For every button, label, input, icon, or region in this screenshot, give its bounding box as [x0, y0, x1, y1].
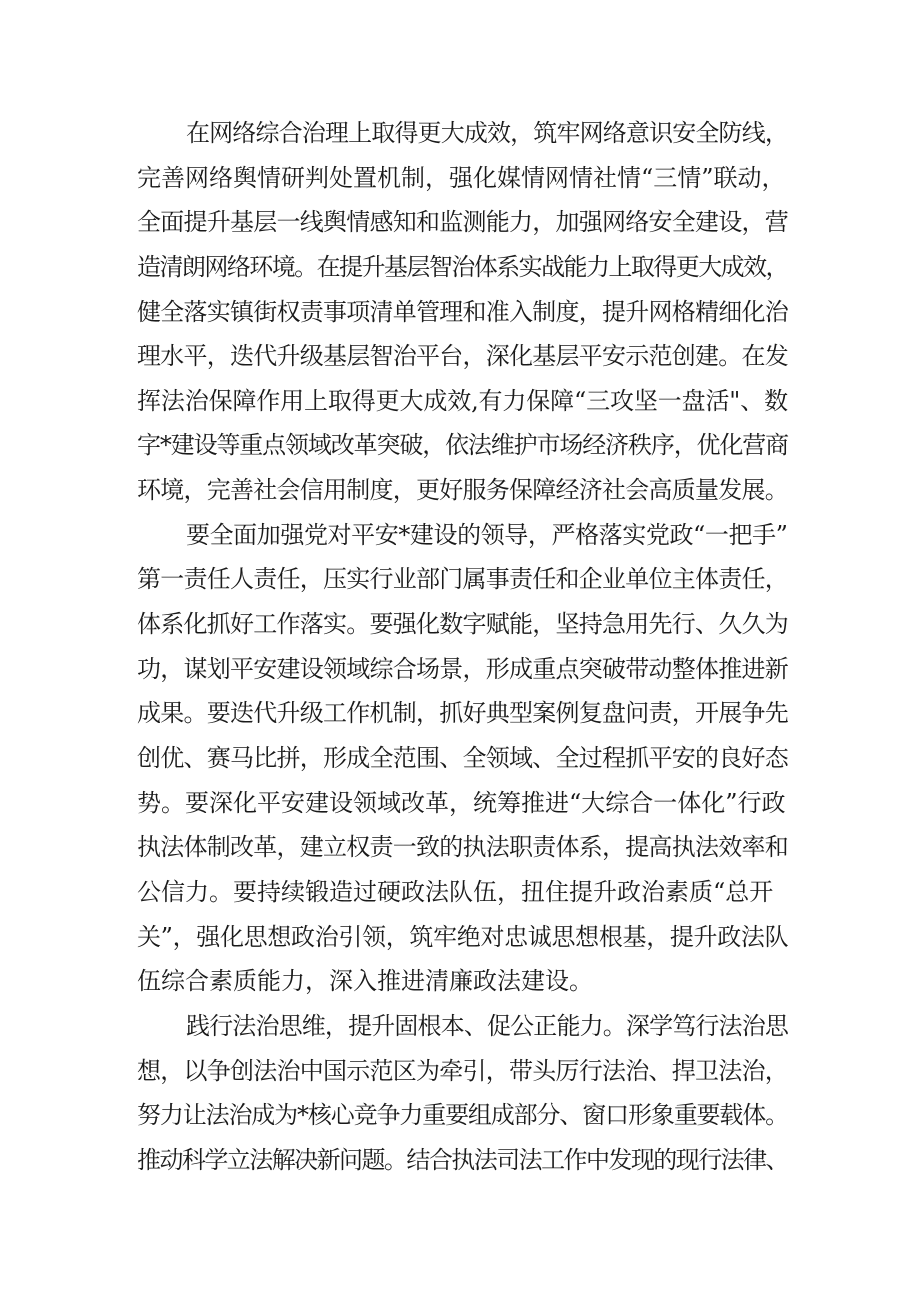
text-line: 关”，强化思想政治引领，筑牢绝对忠诚思想根基，提升政法队	[137, 923, 789, 951]
text-line: 要全面加强党对平安*建设的领导，严格落实党政“一把手”	[186, 521, 788, 549]
text-line: 践行法治思维，提升固根本、促公正能力。深学笃行法治思	[186, 1012, 788, 1040]
text-line: 挥法治保障作用上取得更大成效,有力保障“三攻坚一盘活"、数	[137, 387, 788, 415]
text-line: 全面提升基层一线舆情感知和监测能力，加强网络安全建设，营	[137, 208, 788, 236]
text-line: 字*建设等重点领域改革突破，依法维护市场经济秩序，优化营商	[137, 431, 788, 459]
text-line: 创优、赛马比拼，形成全范围、全领域、全过程抓平安的良好态	[137, 744, 788, 772]
text-line: 理水平，迭代升级基层智治平台，深化基层平安示范创建。在发	[137, 342, 788, 370]
text-line: 健全落实镇街权责事项清单管理和准入制度，提升网格精细化治	[137, 298, 788, 326]
text-line: 势。要深化平安建设领域改革，统筹推进“大综合一体化”行政	[137, 789, 786, 817]
text-line: 执法体制改革，建立权责一致的执法职责体系，提高执法效率和	[137, 833, 788, 861]
text-line: 推动科学立法解决新问题。结合执法司法工作中发现的现行法律、	[137, 1146, 788, 1174]
text-line: 公信力。要持续锻造过硬政法队伍，扭住提升政治素质“总开	[137, 878, 774, 906]
text-line: 努力让法治成为*核心竞争力重要组成部分、窗口形象重要载体。	[137, 1101, 788, 1129]
text-line: 环境，完善社会信用制度，更好服务保障经济社会高质量发展。	[137, 476, 788, 504]
text-line: 第一责任人责任，压实行业部门属事责任和企业单位主体责任，	[137, 565, 788, 593]
text-line: 体系化抓好工作落实。要强化数字赋能，坚持急用先行、久久为	[137, 610, 788, 638]
text-line: 想，以争创法治中国示范区为牵引，带头厉行法治、捍卫法治，	[137, 1057, 788, 1085]
text-line: 造清朗网络环境。在提升基层智治体系实战能力上取得更大成效，	[137, 253, 788, 281]
text-line: 完善网络舆情研判处置机制，强化媒情网情社情“三情”联动，	[137, 164, 786, 192]
text-line: 成果。要迭代升级工作机制，抓好典型案例复盘问责，开展争先	[137, 699, 788, 727]
text-line: 在网络综合治理上取得更大成效，筑牢网络意识安全防线，	[186, 119, 788, 147]
text-line: 功，谋划平安建设领域综合场景，形成重点突破带动整体推进新	[137, 655, 788, 683]
text-line: 伍综合素质能力，深入推进清廉政法建设。	[137, 967, 593, 995]
